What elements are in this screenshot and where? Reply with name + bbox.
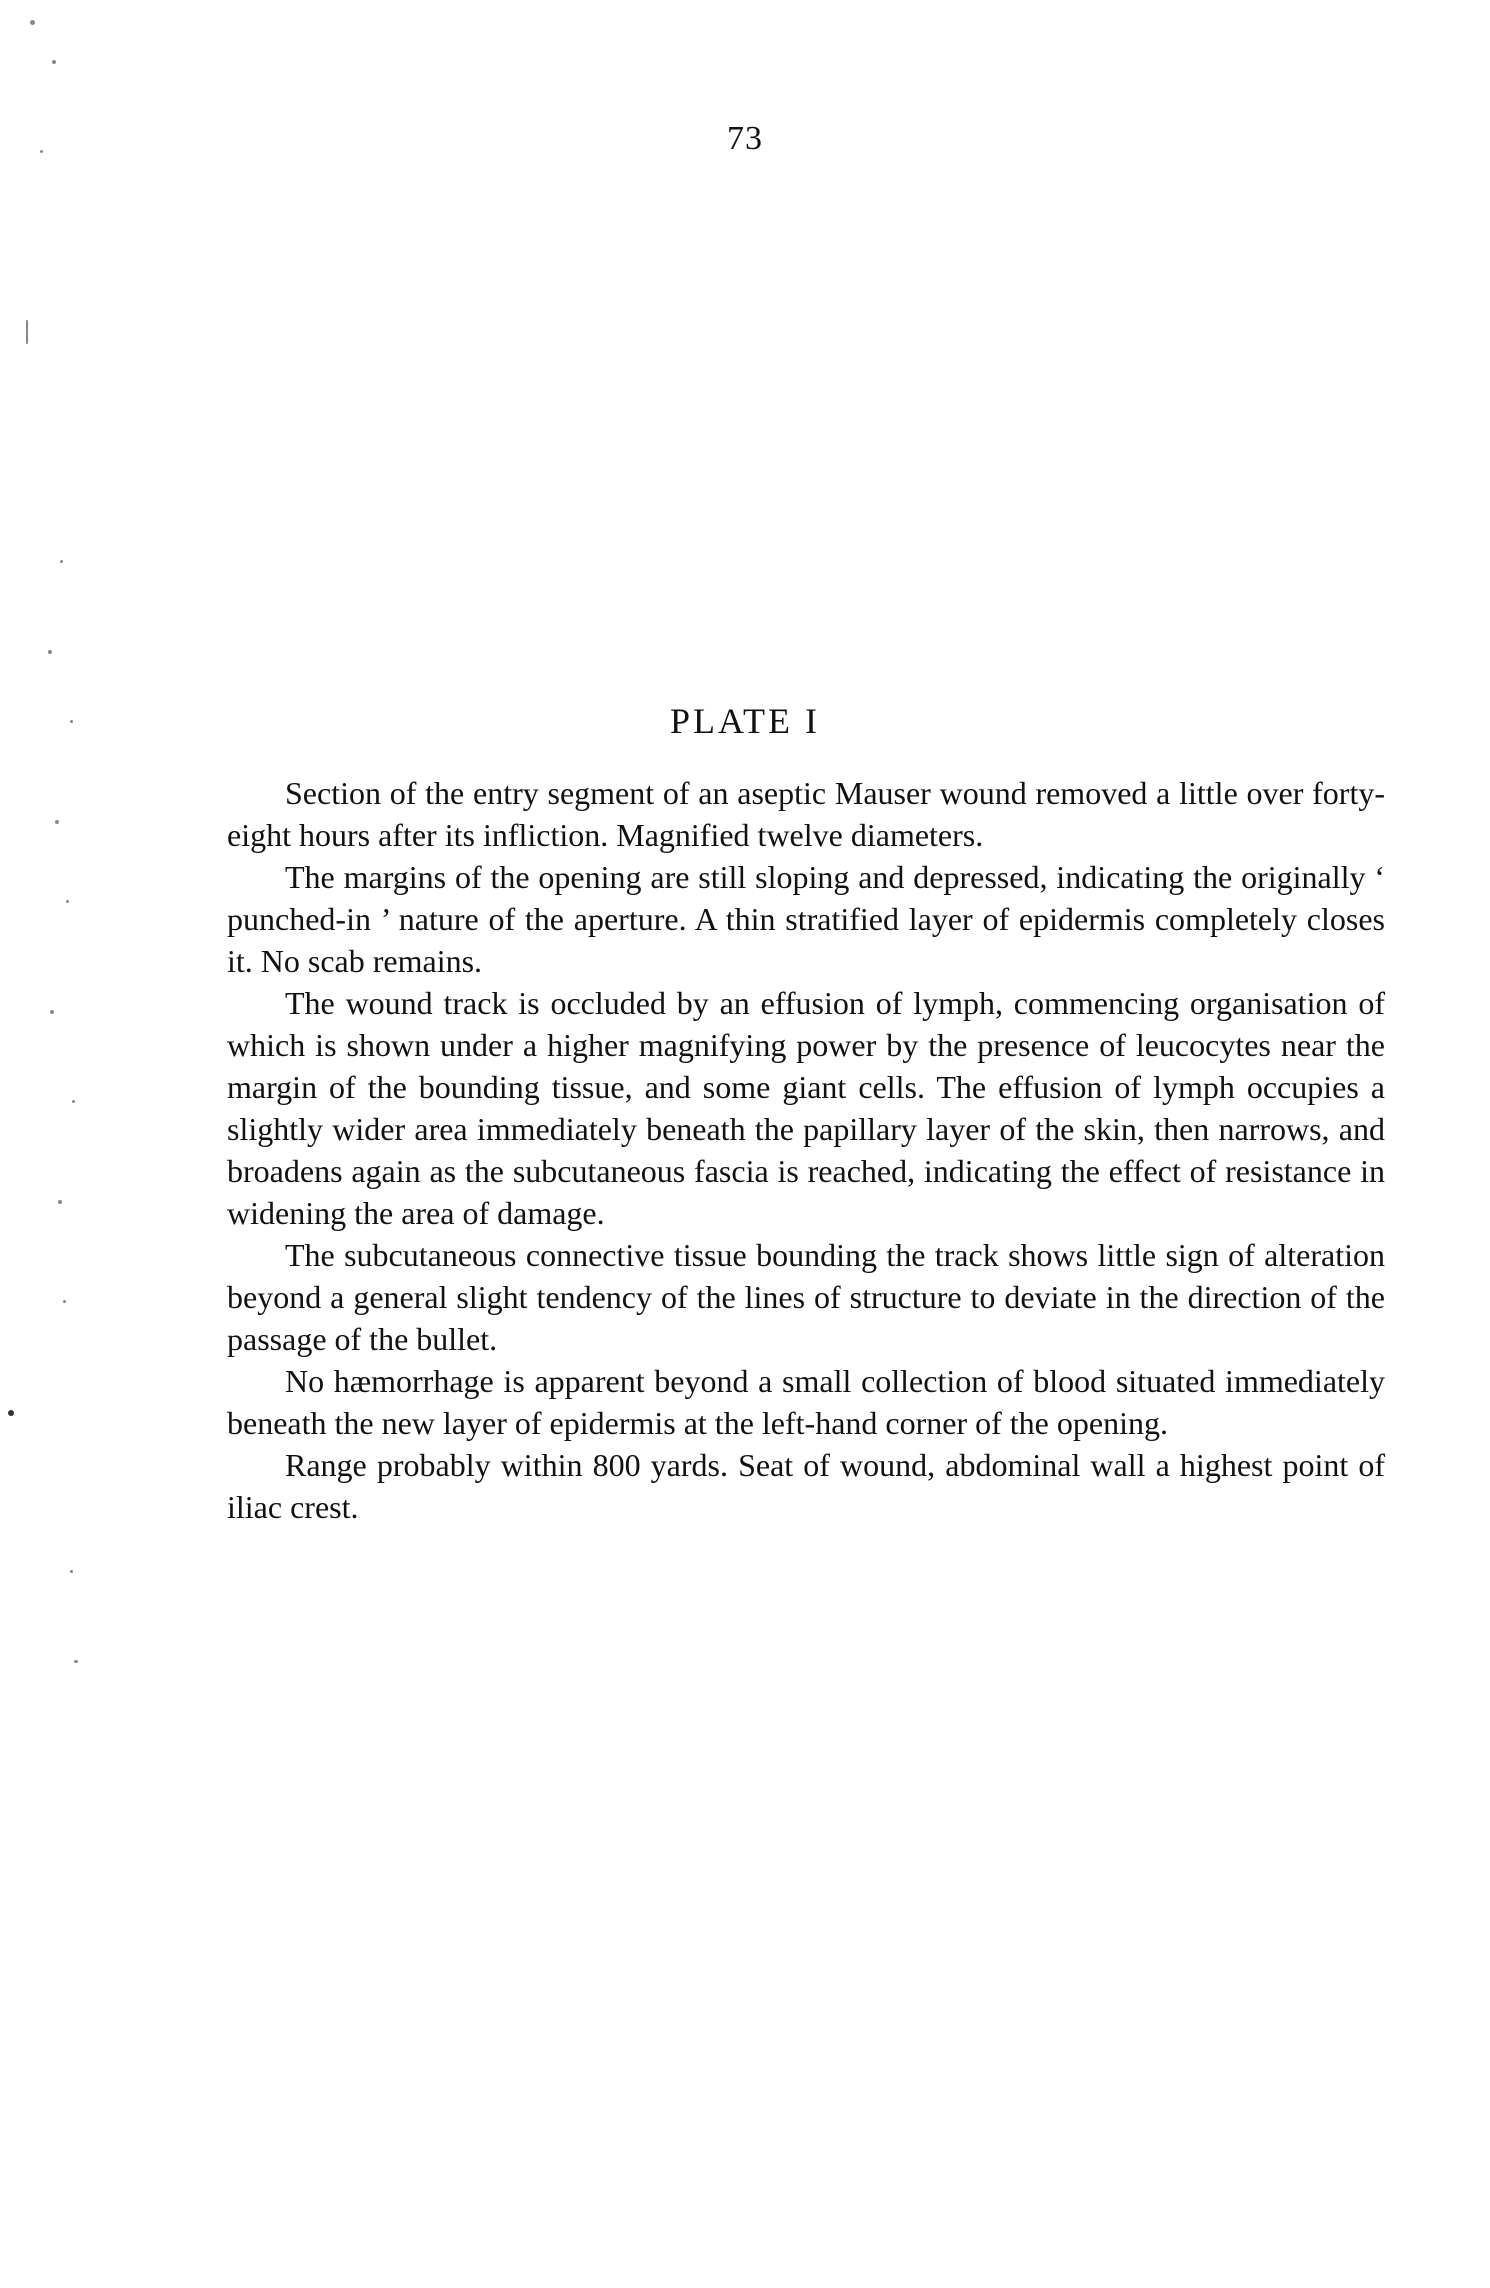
paragraph-range: Range probably within 800 yards. Seat of wound, abdominal wall a highest point of iliac crest. <box>227 1447 1385 1525</box>
paragraph-wound-track: The wound track is occluded by an effusion of lymph, commencing organisation of which is shown under a higher magnifying power by the presence of leucocytes near the margin of the bounding tissue, and some giant cells. The effusion of lymph occupies a slightly wider area immediately beneath the papillary layer of the skin, then narrows, and broadens again as the subcutaneous fascia is reached, indicating the effect of resistance in widening the area of damage. <box>227 985 1385 1231</box>
paragraph-connective-tissue: The subcutaneous connective tissue bounding the track shows little sign of alteration beyond a general slight tendency of the lines of structure to deviate in the direction of the passage of the bullet. <box>227 1237 1385 1357</box>
paragraph-haemorrhage: No hæmorrhage is apparent beyond a small collection of blood situated immediately beneath the new layer of epidermis at the left-hand corner of the opening. <box>227 1363 1385 1441</box>
plate-description <box>227 772 1385 1528</box>
paragraph-margins: The margins of the opening are still sloping and depressed, indicating the originally ‘ punched-in ’ nature of the aperture. A thin stratified layer of epidermis completely closes it. No scab remains. <box>227 859 1385 979</box>
plate-title: PLATE I <box>670 701 820 741</box>
paragraph-section: Section of the entry segment of an aseptic Mauser wound removed a little over forty-eight hours after its infliction. Magnified twelve diameters. <box>227 775 1385 853</box>
scan-edge-noise <box>0 0 95 2288</box>
page-number: 73 <box>727 120 763 157</box>
